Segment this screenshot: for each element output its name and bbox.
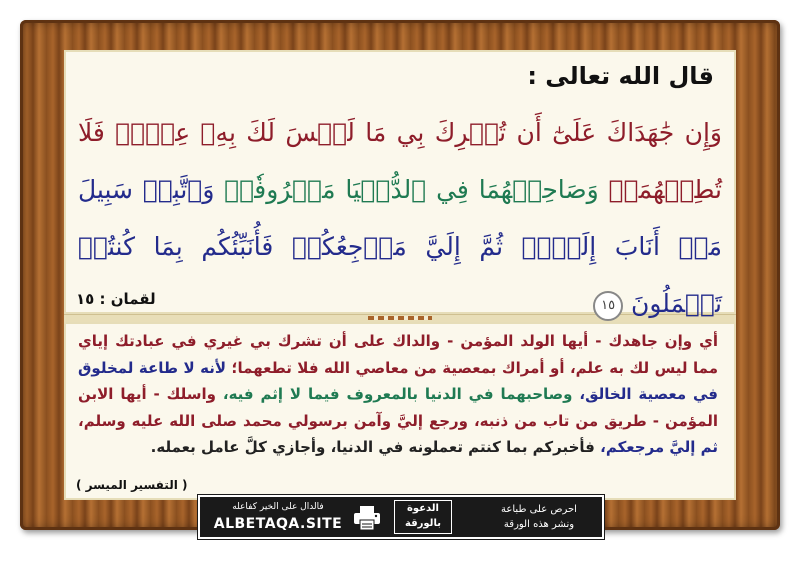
tafsir-source: ( التفسير الميسر ) [76, 478, 188, 492]
footer-logo [394, 500, 452, 534]
footer-logo-line-1: الدعوة [407, 503, 439, 514]
footer-banner [198, 495, 604, 539]
ayah-number-mark: ١٥ [593, 291, 623, 321]
footer-call-line-2: ونشر هذه الورقة [503, 519, 575, 530]
tafsir-seg-4: واسلك - أيها الابن المؤمن - طريق من تاب من ذنبه، ورجع إليَّ وآمن برسولي محمد صلى الله عليه وسلم، [78, 385, 718, 430]
footer-site-block [208, 501, 348, 534]
footer-tagline: فالدال على الخير كفاعله [232, 502, 324, 512]
footer-call-line-1: احرص على طباعة [501, 504, 577, 515]
verse-part-1: وَإِن جَٰهَدَاكَ عَلَىٰٓ أَن تُشۡرِكَ بِي مَا لَيۡسَ لَكَ بِهِۦ عِلۡمٞ فَلَا تُطِعۡهُمَاۖ [78, 118, 723, 204]
tafsir-seg-1: أي وإن جاهدك - أيها الولد المؤمن - والداك على أن تشرك بي غيري في عبادتك إياي مما ليس لك به علم، أو أمراك بمعصية من معاصي الله فلا تطعهما؛ [78, 332, 718, 377]
page-title: قال الله تعالى : [527, 62, 714, 90]
quran-verse [78, 104, 722, 332]
site-link[interactable]: ALBETAQA.SITE [213, 516, 343, 532]
verse-part-2: وَصَاحِبۡهُمَا فِي ٱلدُّنۡيَا مَعۡرُوفٗاۖ [224, 175, 599, 204]
tafsir-seg-5: ثم إليَّ مرجعكم، [600, 438, 718, 456]
tafsir-text [78, 328, 718, 461]
tafsir-seg-6: فأخبركم بما كنتم تعملونه في الدنيا، وأجازي كلَّ عامل بعمله. [150, 438, 595, 456]
printer-icon [352, 505, 382, 531]
tafsir-seg-2: لأنه لا طاعة لمخلوق في معصية الخالق، [78, 358, 719, 403]
footer-logo-line-2: بالورقة [405, 518, 441, 529]
tafsir-seg-3: وصاحبهما في الدنيا بالمعروف فيما لا إثم فيه، [222, 385, 573, 403]
surah-reference: لقمان : ١٥ [76, 290, 156, 308]
footer-call-to-action [484, 502, 594, 532]
verse-part-3: وَٱتَّبِعۡ سَبِيلَ مَنۡ أَنَابَ إِلَيَّۚ ثُمَّ إِلَيَّ مَرۡجِعُكُمۡ فَأُنَبِّئُكُم بِمَا كُنتُمۡ تَعۡمَلُونَ [78, 175, 722, 318]
